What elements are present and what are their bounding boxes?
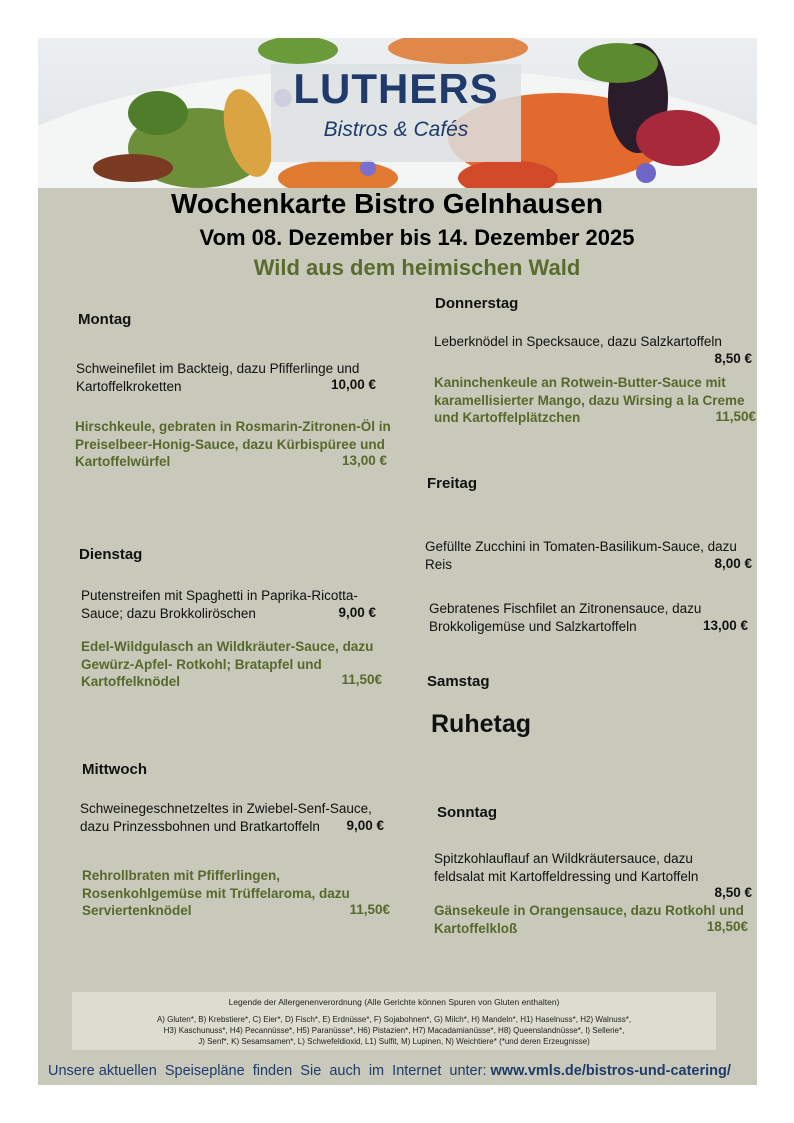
dish-line: Serviertenknödel bbox=[82, 903, 192, 918]
day-heading-mittwoch: Mittwoch bbox=[82, 761, 147, 778]
price-mittwoch-1: 9,00 € bbox=[346, 818, 384, 833]
legend-line: J) Senf*, K) Sesamsamen*, L) Schwefeldioxid, L1) Sulfit, M) Lupinen, N) Weichtiere* (*und deren Erzeugnisse) bbox=[198, 1037, 590, 1046]
dish-line: Gebratenes Fischfilet an Zitronensauce, dazu bbox=[429, 601, 702, 616]
day-heading-freitag: Freitag bbox=[427, 475, 478, 492]
dish-line: Gänsekeule in Orangensauce, dazu Rotkohl und bbox=[434, 903, 744, 918]
price-dienstag-2: 11,50€ bbox=[341, 672, 382, 687]
footer-text: Unsere aktuellen Speisepläne finden Sie auch im Internet unter: bbox=[48, 1063, 491, 1079]
website-link[interactable]: www.vmls.de/bistros-und-catering/ bbox=[490, 1063, 731, 1079]
dish-line: Leberknödel in Specksauce, dazu Salzkartoffeln bbox=[434, 334, 722, 349]
dish-line: dazu Prinzessbohnen und Bratkartoffeln bbox=[80, 818, 320, 834]
footer-note bbox=[48, 1063, 768, 1079]
dish-line: Putenstreifen mit Spaghetti in Paprika-Ricotta- bbox=[81, 588, 358, 603]
day-heading-samstag: Samstag bbox=[427, 673, 490, 690]
dish-freitag-2 bbox=[429, 600, 701, 635]
closed-label: Ruhetag bbox=[431, 710, 531, 738]
dish-line: Gefüllte Zucchini in Tomaten-Basilikum-Sauce, dazu bbox=[425, 539, 737, 554]
day-heading-donnerstag: Donnerstag bbox=[435, 295, 519, 312]
dish-line: Gewürz-Apfel- Rotkohl; Bratapfel und bbox=[81, 656, 322, 672]
dish-donnerstag-1 bbox=[434, 333, 722, 351]
dish-line: Schweinefilet im Backteig, dazu Pfifferlinge und bbox=[76, 361, 360, 376]
dish-line: Kartoffelwürfel bbox=[75, 454, 171, 469]
dish-line: karamellisierter Mango, dazu Wirsing a la Creme bbox=[434, 392, 745, 408]
dish-line: Schweinegeschnetzeltes in Zwiebel-Senf-Sauce, bbox=[80, 801, 372, 816]
day-heading-sonntag: Sonntag bbox=[437, 804, 497, 821]
day-heading-montag: Montag bbox=[78, 311, 132, 328]
legend-title: Legende der Allergenenverordnung (Alle Gerichte können Spuren von Gluten enthalten) bbox=[228, 997, 560, 1007]
dish-mittwoch-2 bbox=[82, 867, 350, 920]
dish-line: Rosenkohlgemüse mit Trüffelaroma, dazu bbox=[82, 885, 350, 901]
dish-line: Brokkoligemüse und Salzkartoffeln bbox=[429, 618, 637, 634]
price-sonntag-1: 8,50 € bbox=[714, 885, 752, 900]
dish-sonntag-1 bbox=[434, 850, 698, 885]
price-freitag-2: 13,00 € bbox=[702, 618, 748, 633]
dish-line: feldsalat mit Kartoffeldressing und Kartoffeln bbox=[434, 868, 699, 884]
dish-line: Spitzkohlauflauf an Wildkräutersauce, dazu bbox=[434, 851, 693, 866]
legend-line: A) Gluten*, B) Krebstiere*, C) Eier*, D) Fisch*, E) Erdnüsse*, F) Sojabohnen*, G) Milch*, H) Mandeln*, H1) Haselnuss*, H2) Walnuss*, bbox=[156, 1015, 632, 1024]
price-mittwoch-2: 11,50€ bbox=[349, 902, 390, 917]
day-heading-dienstag: Dienstag bbox=[79, 546, 143, 563]
dish-line: Kartoffelknödel bbox=[81, 674, 181, 689]
logo-title: LUTHERS bbox=[293, 65, 499, 112]
dish-line: Hirschkeule, gebraten in Rosmarin-Zitronen-Öl in bbox=[75, 419, 391, 434]
dish-line: Kaninchenkeule an Rotwein-Butter-Sauce mit bbox=[434, 375, 726, 390]
price-sonntag-2: 18,50€ bbox=[706, 919, 748, 934]
dish-line: Rehrollbraten mit Pfifferlingen, bbox=[82, 868, 281, 883]
dish-line: und Kartoffelplätzchen bbox=[434, 410, 581, 425]
page-title: Wochenkarte Bistro Gelnhausen bbox=[170, 188, 604, 219]
price-donnerstag-1: 8,50 € bbox=[714, 351, 752, 366]
price-montag-1: 10,00 € bbox=[330, 377, 376, 392]
dish-line: Preiselbeer-Honig-Sauce, dazu Kürbispüree und bbox=[75, 436, 385, 452]
dish-line: Kartoffelkroketten bbox=[76, 378, 182, 394]
price-donnerstag-2: 11,50€ bbox=[715, 409, 756, 424]
dish-line: Kartoffelkloß bbox=[434, 920, 518, 936]
dish-line: Reis bbox=[425, 556, 453, 572]
price-montag-2: 13,00 € bbox=[341, 453, 387, 468]
theme-heading: Wild aus dem heimischen Wald bbox=[253, 255, 581, 280]
dish-line: Edel-Wildgulasch an Wildkräuter-Sauce, dazu bbox=[81, 639, 374, 654]
date-range: Vom 08. Dezember bis 14. Dezember 2025 bbox=[199, 225, 635, 250]
dish-line: Sauce; dazu Brokkoliröschen bbox=[81, 605, 256, 621]
price-dienstag-1: 9,00 € bbox=[338, 605, 376, 620]
legend-line: H3) Kaschunuss*, H4) Pecannüsse*, H5) Paranüsse*, H6) Pistazien*, H7) Macadamianüsse*, H8) Queenslandnüsse*, I) Sellerie*, bbox=[163, 1026, 625, 1035]
logo-subtitle: Bistros & Cafés bbox=[323, 118, 469, 141]
price-freitag-1: 8,00 € bbox=[714, 556, 752, 571]
